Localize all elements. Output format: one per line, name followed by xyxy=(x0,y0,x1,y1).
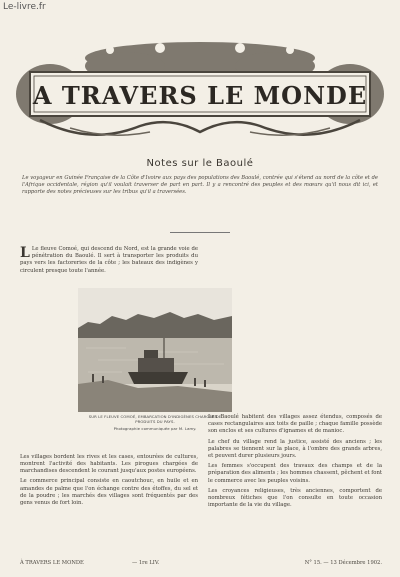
right-paragraph: Les Baoulé habitent des villages assez étendus, composés de cases rectangulaires aux toits de paille ; chaque famille possède son enclos et ses cultures d'ignames et de manioc. xyxy=(208,414,382,435)
left-paragraph: Le commerce principal consiste en caoutchouc, en huile et en amandes de palme que l'on échange contre des étoffes, du sel et de la poudre ; les marchés des villages sont fréquentés par des gens venus de fort loin. xyxy=(20,478,198,507)
article-title: Notes sur le Baoulé xyxy=(146,158,254,169)
left-paragraph: Les villages bordent les rives et les cases, entourées de cultures, montrent l'activité des habitants. Les pirogues chargées de marchandises descendent le courant jusqu'aux postes européens. xyxy=(20,453,198,475)
right-paragraph: Le chef du village rend la justice, assisté des anciens ; les palabres se tiennent sur la place, à l'ombre des grands arbres, et peuvent durer plusieurs jours. xyxy=(208,438,382,460)
footer-publication: À TRAVERS LE MONDE xyxy=(20,560,84,566)
right-column xyxy=(208,246,382,512)
river-boat-photo xyxy=(78,288,232,412)
right-paragraph: Les femmes s'occupent des travaux des champs et de la préparation des aliments ; les hommes chassent, pêchent et font le commerce avec les peuples voisins. xyxy=(208,463,382,484)
article-intro: Le voyageur en Guinée Française de la Côte d'Ivoire aux pays des populations des Baoulé, contrée qui s'étend au nord de la côte et de l'Afrique occidentale, région qu'il voulait traverser de part en part. Il y a rencontré des peuples et des mœurs qu'il nous dit ici, et rapporte des notes précieuses sur les tribus qu'il a traversées. xyxy=(22,175,378,196)
drop-cap: L xyxy=(20,245,30,261)
figure-caption: SUR LE FLEUVE COMOÉ, EMBARCATION D'INDIGÈNES CHARGÉE DE PRODUITS DU PAYS. xyxy=(88,414,222,424)
divider xyxy=(170,232,230,233)
left-paragraph: L Le fleuve Comoé, qui descend du Nord, est la grande voie de pénétration du Baoulé. Il sert à transporter les produits du pays vers les factoreries de la côte ; les bateaux des indigènes y circulent presque toute l'année. xyxy=(20,245,198,274)
masthead-banner xyxy=(10,36,390,148)
ornament-illustration xyxy=(10,36,390,148)
footer-date: N° 15. — 13 Décembre 1902. xyxy=(304,560,382,566)
figure-spacer xyxy=(208,246,382,414)
footer-issue: — 1re LIV. xyxy=(132,560,160,566)
masthead-title: A TRAVERS LE MONDE xyxy=(32,81,368,110)
right-paragraph: Les croyances religieuses, très anciennes, comportent de nombreux fétiches que l'on consulte en toute occasion importante de la vie du village. xyxy=(208,487,382,509)
river-photo-figure xyxy=(78,288,232,431)
figure-credit: Photographie communiquée par M. Lamy. xyxy=(113,426,197,431)
watermark: Le-livre.fr xyxy=(3,2,46,12)
